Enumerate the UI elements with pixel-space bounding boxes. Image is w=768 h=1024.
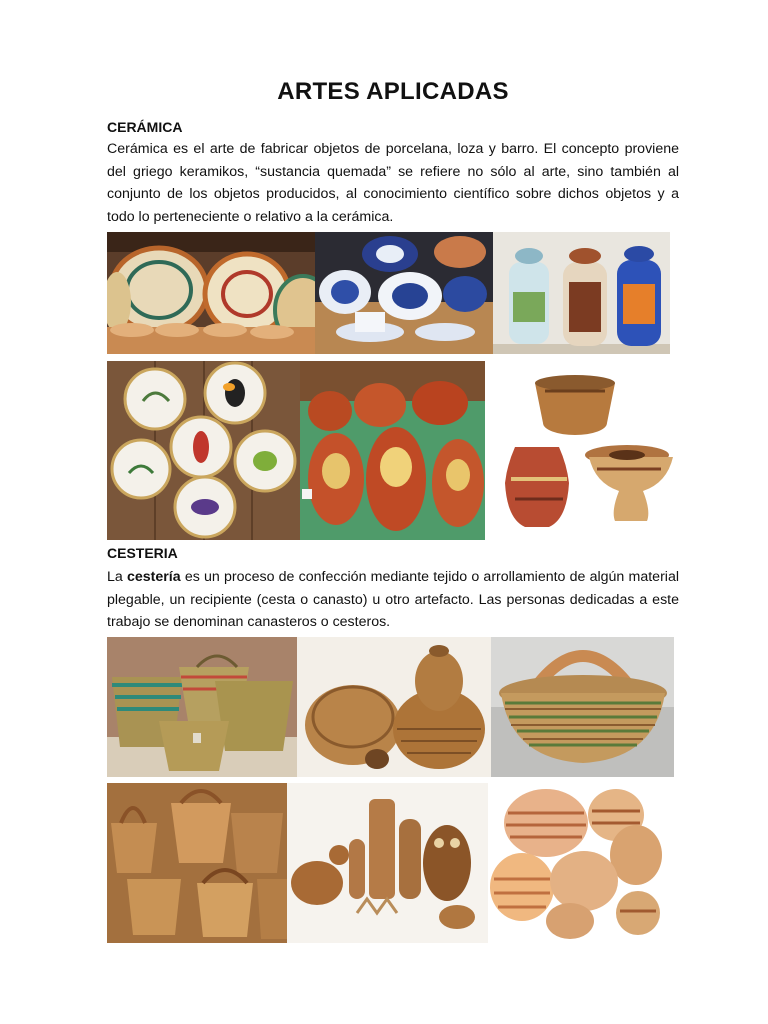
paragraph-rest: es un proceso de confección mediante tejido o arrollamiento de algún material plegable, un recipiente (cesta o canasto) u otro artefacto. Las personas dedicadas a este trabajo se denominan canasteros o cesteros.	[107, 569, 679, 631]
section-paragraph-ceramica: Cerámica es el arte de fabricar objetos de porcelana, loza y barro. El concepto proviene del griego keramikos, “sustancia quemada” se refiere no sólo al arte, sino también al conjunto de los objetos producidos, al conocimiento científico sobre dichos objetos y a todo lo perteneciente o relativo a la cerámica.	[107, 141, 679, 226]
photo-wicker-gourd-vases	[297, 637, 491, 777]
paragraph-lead: La	[107, 569, 123, 585]
photo-seagrass-baskets	[107, 637, 297, 777]
photo-wicker-animal-figures	[287, 783, 488, 943]
photo-woven-bowl-basket	[491, 637, 674, 777]
photo-pre-columbian-pottery	[485, 361, 678, 540]
photo-blue-white-tea-set	[315, 232, 493, 354]
photo-bird-painted-plates	[107, 361, 300, 540]
photo-red-clay-figurines	[300, 361, 485, 540]
photo-coiled-lidded-baskets	[488, 783, 675, 943]
page-title: ARTES APLICADAS	[277, 78, 509, 105]
photo-painted-ceramic-jars	[493, 232, 670, 354]
term-cesteria: cestería	[126, 569, 181, 585]
section-heading-cesteria: CESTERIA	[107, 545, 178, 561]
section-heading-ceramica: CERÁMICA	[107, 119, 183, 135]
photo-painted-ceramic-plates	[107, 232, 315, 354]
section-paragraph-cesteria	[107, 566, 679, 634]
photo-wicker-basket-stack	[107, 783, 287, 943]
